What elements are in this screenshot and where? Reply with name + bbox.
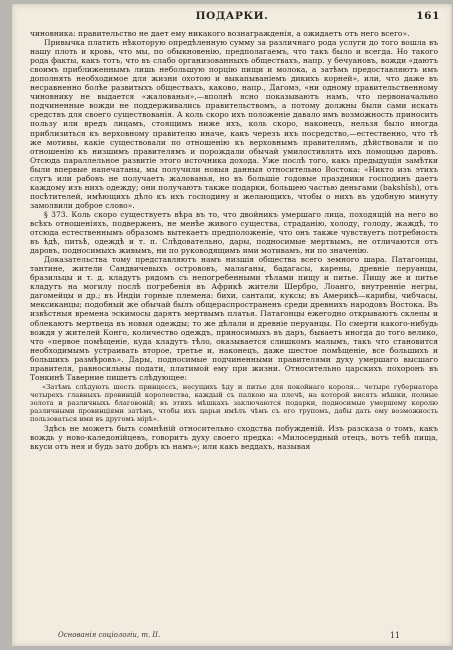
running-head-title: ПОДАРКИ.: [195, 10, 269, 22]
body-text: [30, 29, 438, 451]
block-quote: «Затѣмъ слѣдуютъ шесть принцессъ, несущихъ ѣду и питье для покойнаго короля... четыре губернатора четырехъ главныхъ провинцій королевства, каждый съ палкою на плечѣ, на которой висятъ мѣшки, полные золота и различныхъ благовоній; въ этихъ мѣшкахъ заключаются подарки, подносимые умершему королю различными провинціями затѣмъ, чтобы ихъ царьи имѣлъ чѣмъ съ его трупомъ, дабы дать ему возможность пользоваться ими въ другомъ мірѣ».: [30, 382, 438, 424]
running-head: [12, 10, 452, 26]
paragraph: § 373. Коль скоро существуетъ вѣра въ то, что двойникъ умершаго лица, походящій на него во всѣхъ отношеніяхъ, подверженъ, не менѣе живого существа, страданію, холоду, голоду, жаждѣ, то отсюда естественнымъ образомъ вытекаетъ предположеніе, что онъ также чувствуетъ потребность въ ѣдѣ, питьѣ, одеждѣ и т. п. Слѣдовательно, дары, подносимые мертвымъ, не отличаются отъ даровъ, подносимыхъ живымъ, ни по руководящимъ ими мотивамъ, ни по значенію.: [30, 209, 438, 256]
paragraph: Здѣсь не можетъ быть сомнѣній относительно сходства побужденій. Изъ разсказа о томъ, какъ вождь у ново-каледонійцевъ, говоритъ духу своего предка: «Милосердный отецъ, вотъ тебѣ пища, вкуси отъ нея и будь зато добръ къ намъ»; или какъ веддахъ, называя: [30, 424, 438, 452]
sheet-number: 11: [389, 631, 400, 640]
page-number: 161: [416, 10, 440, 22]
paragraph: чиновника: правительство не дает ему никакого вознагражденія, а ожидаетъ отъ него всего».: [30, 29, 410, 38]
paragraph: Привычка платить нѣкоторую опредѣленную сумму за различнаго рода услуги до того вошла въ нашу плоть и кровь, что мы, по обыкновенію, предполагаемъ, что такъ было и всегда. Но такого рода факты, какъ тотъ, что въ слабо организованныхъ обществахъ, напр. у бечуановъ, вожди «даютъ своимъ приближеннымъ лишь небольшую порцію пищи и молока, а затѣмъ предоставляютъ имъ дополнять необходимое для жизни охотою и выкапываніемъ дикихъ корней», или, что даже въ несравненно болѣе развитыхъ обществахъ, каково, напр., Дагомэ, «ни одному правительственному чиновнику не выдается «жалованья»,—вполнѣ ясно показываютъ намъ, что первоначально подчиненные вожди не поддерживались правительствомъ, а потому должны были сами искать средствъ для своего существованія. А коль скоро ихъ положеніе давало имъ возможность приносить пользу или вредъ лицамъ, стоящимъ ниже ихъ, коль скоро, наконецъ, нельзя было иногда приблизиться къ верховному правителю иначе, какъ черезъ ихъ посредство,—естественно, что тѣ же мотивы, какіе существовали по отношенію къ верховнымъ правителямъ, дѣйствовали и по отношенію къ низшимъ правителямъ и порождали обычай умилостивлять ихъ помощью даровъ. Отсюда параллельное развитіе этого источника дохода. Уже послѣ того, какъ предыдущія замѣтки были впервые напечатаны, мы получили новыя данныя относительно Востока: «Никто изъ этихъ слугъ или рабовъ не получаетъ жалованья, но въ большіе годовые праздники господинъ даетъ каждому изъ нихъ одежду; они получаютъ также подарки, большею частью деньгами (bakshîsh), отъ посѣтителей, имѣющихъ дѣло къ ихъ господину и желающихъ, чтобы о нихъ въ удобную минуту замолвили доброе слово».: [30, 38, 438, 210]
book-page: [12, 4, 452, 646]
page-footer: [30, 631, 438, 642]
paragraph: Доказательства тому представляютъ намъ низшія общества всего земного шара. Патагонцы, тантине, жители Сандвичевыхъ острововъ, малаганы, бадагасы, карены, древніе перуанцы, бразильцы и т. д. кладутъ рядомъ съ непогребенными тѣлами пищу и питье. Пищу же и питье кладутъ на могилу послѣ погребенія въ Африкѣ жители Шербро, Лоанго, внутренніе негры, дагомейцы и др.; въ Индіи горные племена: бихи, сантали, куксы; въ Америкѣ—карибы, чибчасы, мексиканцы; подобный же обычай былъ общераспространенъ среди древнихъ народовъ Востока. Въ извѣстныя времена эскимосы дарятъ мертвымъ платья. Патагонцы ежегодно открываютъ склепы и облекаютъ мертвеца въ новыя одежды; то же дѣлали и древніе перуанцы. По смерти какого-нибудь вождя у жителей Конго, количество одеждъ, приносимыхъ въ даръ, бываетъ иногда до того велико, что «первое помѣщеніе, куда кладутъ тѣло, оказывается слишкомъ малымъ, такъ что становится необходимымъ устраивать второе, третье и, наконецъ, даже шестое помѣщеніе, все большихъ и большихъ размѣровъ». Дары, подносимые подчиненными правителями духу умершаго высшаго правителя, равносильны подати, платимой ему при жизни. Относительно царскихъ похоронъ въ Тонкинѣ Таверние пишетъ слѣдующее:: [30, 255, 438, 382]
printer-signature: Основанія соціологіи, т. II.: [58, 631, 161, 639]
